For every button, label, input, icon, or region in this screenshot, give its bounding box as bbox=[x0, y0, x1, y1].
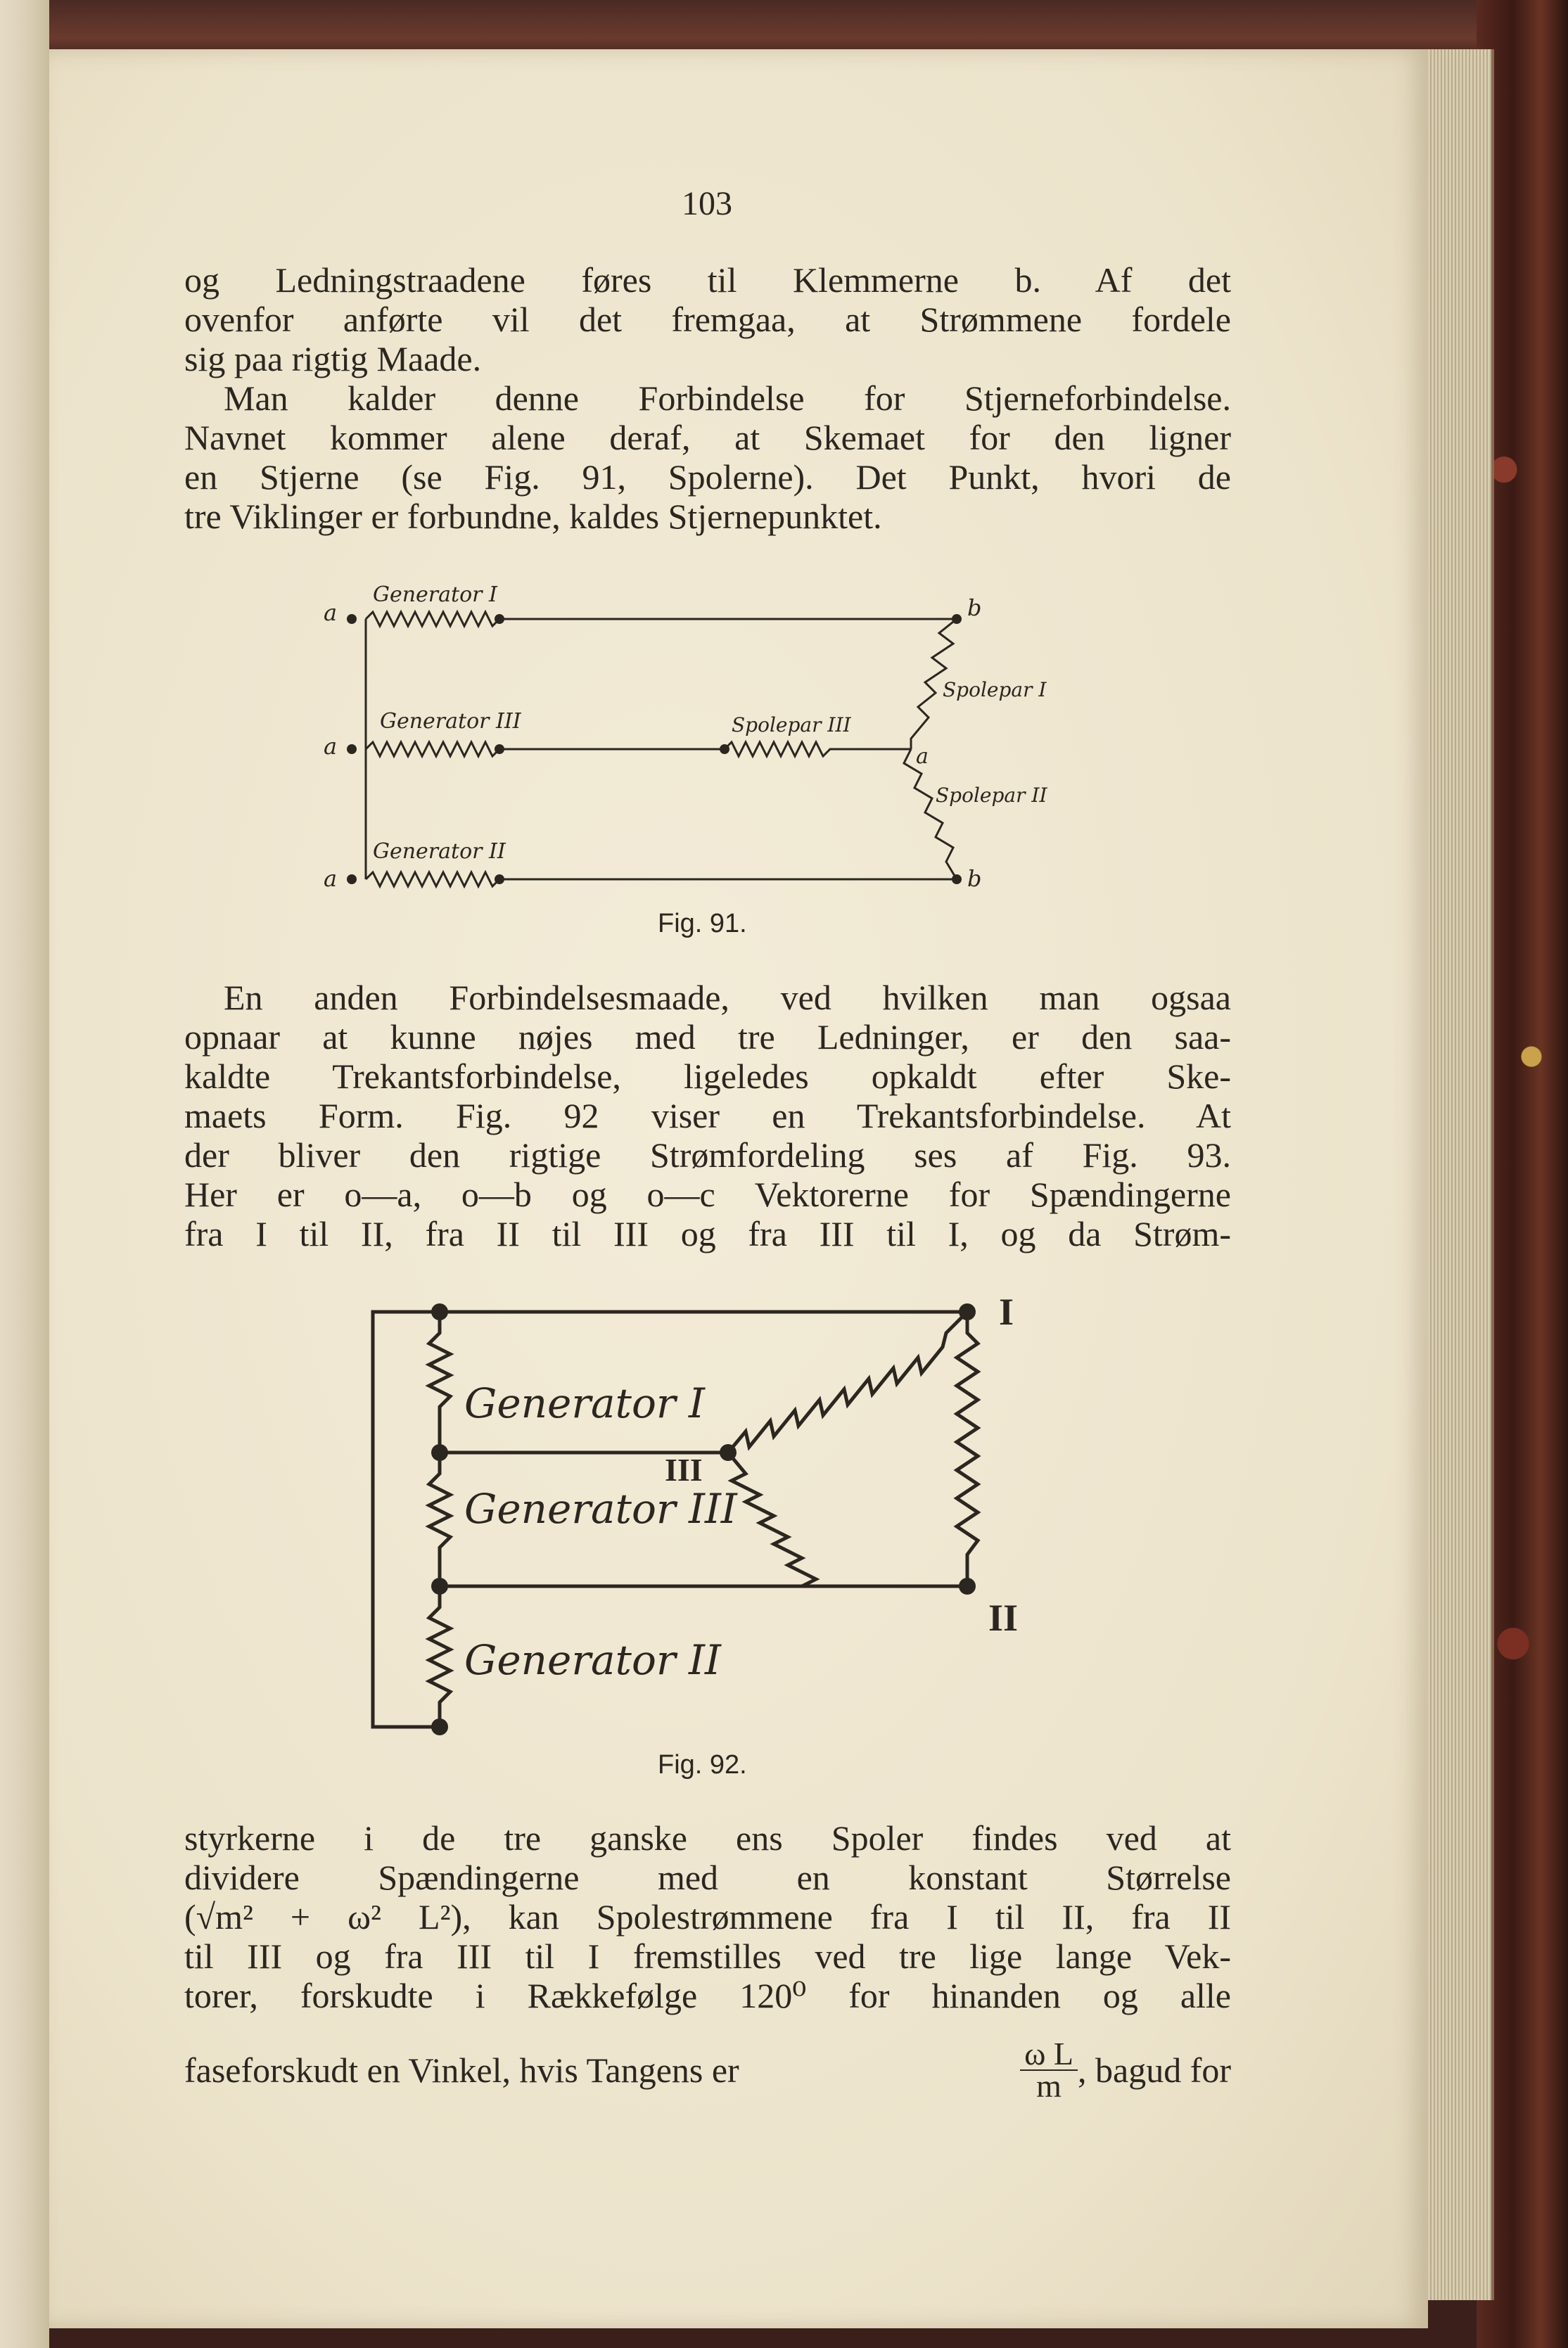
fig92-caption: Fig. 92. bbox=[658, 1750, 747, 1780]
paragraph-4 bbox=[184, 1818, 1231, 2015]
fig92-node-1: I bbox=[999, 1291, 1014, 1333]
text-line: tre Viklinger er forbundne, kaldes Stjernepunktet. bbox=[184, 497, 882, 536]
text-line: sig paa rigtig Maade. bbox=[184, 339, 482, 378]
figure-91-star-connection bbox=[324, 577, 1126, 900]
text-line: fra I til II, fra II til III og fra III til I, og da Strøm- bbox=[184, 1214, 1231, 1253]
last-line-text: faseforskudt en Vinkel, hvis Tangens er bbox=[184, 2050, 739, 2090]
fig92-node-3: III bbox=[665, 1452, 703, 1488]
text-line: Man kalder denne Forbindelse for Stjerneforbindelse. bbox=[224, 378, 1231, 418]
fig91-label-b: b bbox=[967, 594, 982, 621]
page-number: 103 bbox=[682, 185, 732, 222]
paragraph-2 bbox=[184, 378, 1231, 536]
fig91-generator-1: Generator I bbox=[373, 582, 497, 607]
fig91-label-a: a bbox=[324, 599, 338, 626]
last-line bbox=[184, 2038, 1231, 2102]
text-line: ovenfor anførte vil det fremgaa, at Strømmene fordele bbox=[184, 300, 1231, 339]
text-line: en Stjerne (se Fig. 91, Spolerne). Det Punkt, hvori de bbox=[184, 457, 1231, 497]
last-line-suffix: , bagud for bbox=[1078, 2050, 1231, 2090]
fraction-denominator: m bbox=[1036, 2068, 1062, 2104]
text-line: dividere Spændingerne med en konstant Størrelse bbox=[184, 1858, 1231, 1897]
paragraph-3 bbox=[184, 978, 1231, 1253]
fraction-numerator: ω L bbox=[1020, 2038, 1078, 2071]
text-line: torer, forskudte i Rækkefølge 120⁰ for hinanden og alle bbox=[184, 1976, 1231, 2015]
fig92-generator-2: Generator II bbox=[464, 1636, 721, 1684]
fig91-label-a: a bbox=[324, 865, 338, 892]
text-line: kaldte Trekantsforbindelse, ligeledes opkaldt efter Ske- bbox=[184, 1057, 1231, 1096]
fig91-generator-3: Generator III bbox=[380, 709, 521, 734]
paragraph-1 bbox=[184, 260, 1231, 378]
fig91-generator-2: Generator II bbox=[373, 839, 506, 864]
text-line: opnaar at kunne nøjes med tre Ledninger, er den saa- bbox=[184, 1017, 1231, 1057]
fig91-label-b: b bbox=[967, 865, 982, 892]
fig92-generator-3: Generator III bbox=[464, 1485, 737, 1533]
text-line: (√m² + ω² L²), kan Spolestrømmene fra I til II, fra II bbox=[184, 1897, 1231, 1937]
tangent-fraction bbox=[1020, 2038, 1078, 2102]
fig91-spolepar-3: Spolepar III bbox=[732, 713, 851, 736]
figure-92-triangle-connection bbox=[362, 1291, 1066, 1748]
book-binding-left bbox=[0, 0, 49, 2348]
text-line: maets Form. Fig. 92 viser en Trekantsforbindelse. At bbox=[184, 1096, 1231, 1135]
text-line: og Ledningstraadene føres til Klemmerne b. Af det bbox=[184, 260, 1231, 300]
text-line: styrkerne i de tre ganske ens Spoler findes ved at bbox=[184, 1818, 1231, 1858]
text-line: der bliver den rigtige Strømfordeling ses af Fig. 93. bbox=[184, 1135, 1231, 1175]
fig92-generator-1: Generator I bbox=[464, 1379, 705, 1427]
fig91-label-a: a bbox=[916, 744, 929, 769]
text-line: En anden Forbindelsesmaade, ved hvilken man ogsaa bbox=[224, 978, 1231, 1017]
text-line: til III og fra III til I fremstilles ved tre lige lange Vek- bbox=[184, 1937, 1231, 1976]
page-edges bbox=[1421, 49, 1494, 2300]
text-line: Navnet kommer alene deraf, at Skemaet for den ligner bbox=[184, 418, 1231, 457]
text-line: Her er o—a, o—b og o—c Vektorerne for Spændingerne bbox=[184, 1175, 1231, 1214]
fig91-caption: Fig. 91. bbox=[658, 909, 747, 938]
fig91-spolepar-2: Spolepar II bbox=[936, 784, 1047, 807]
fig92-node-2: II bbox=[988, 1597, 1019, 1639]
fig91-spolepar-1: Spolepar I bbox=[943, 678, 1047, 701]
fig91-label-a: a bbox=[324, 733, 338, 760]
